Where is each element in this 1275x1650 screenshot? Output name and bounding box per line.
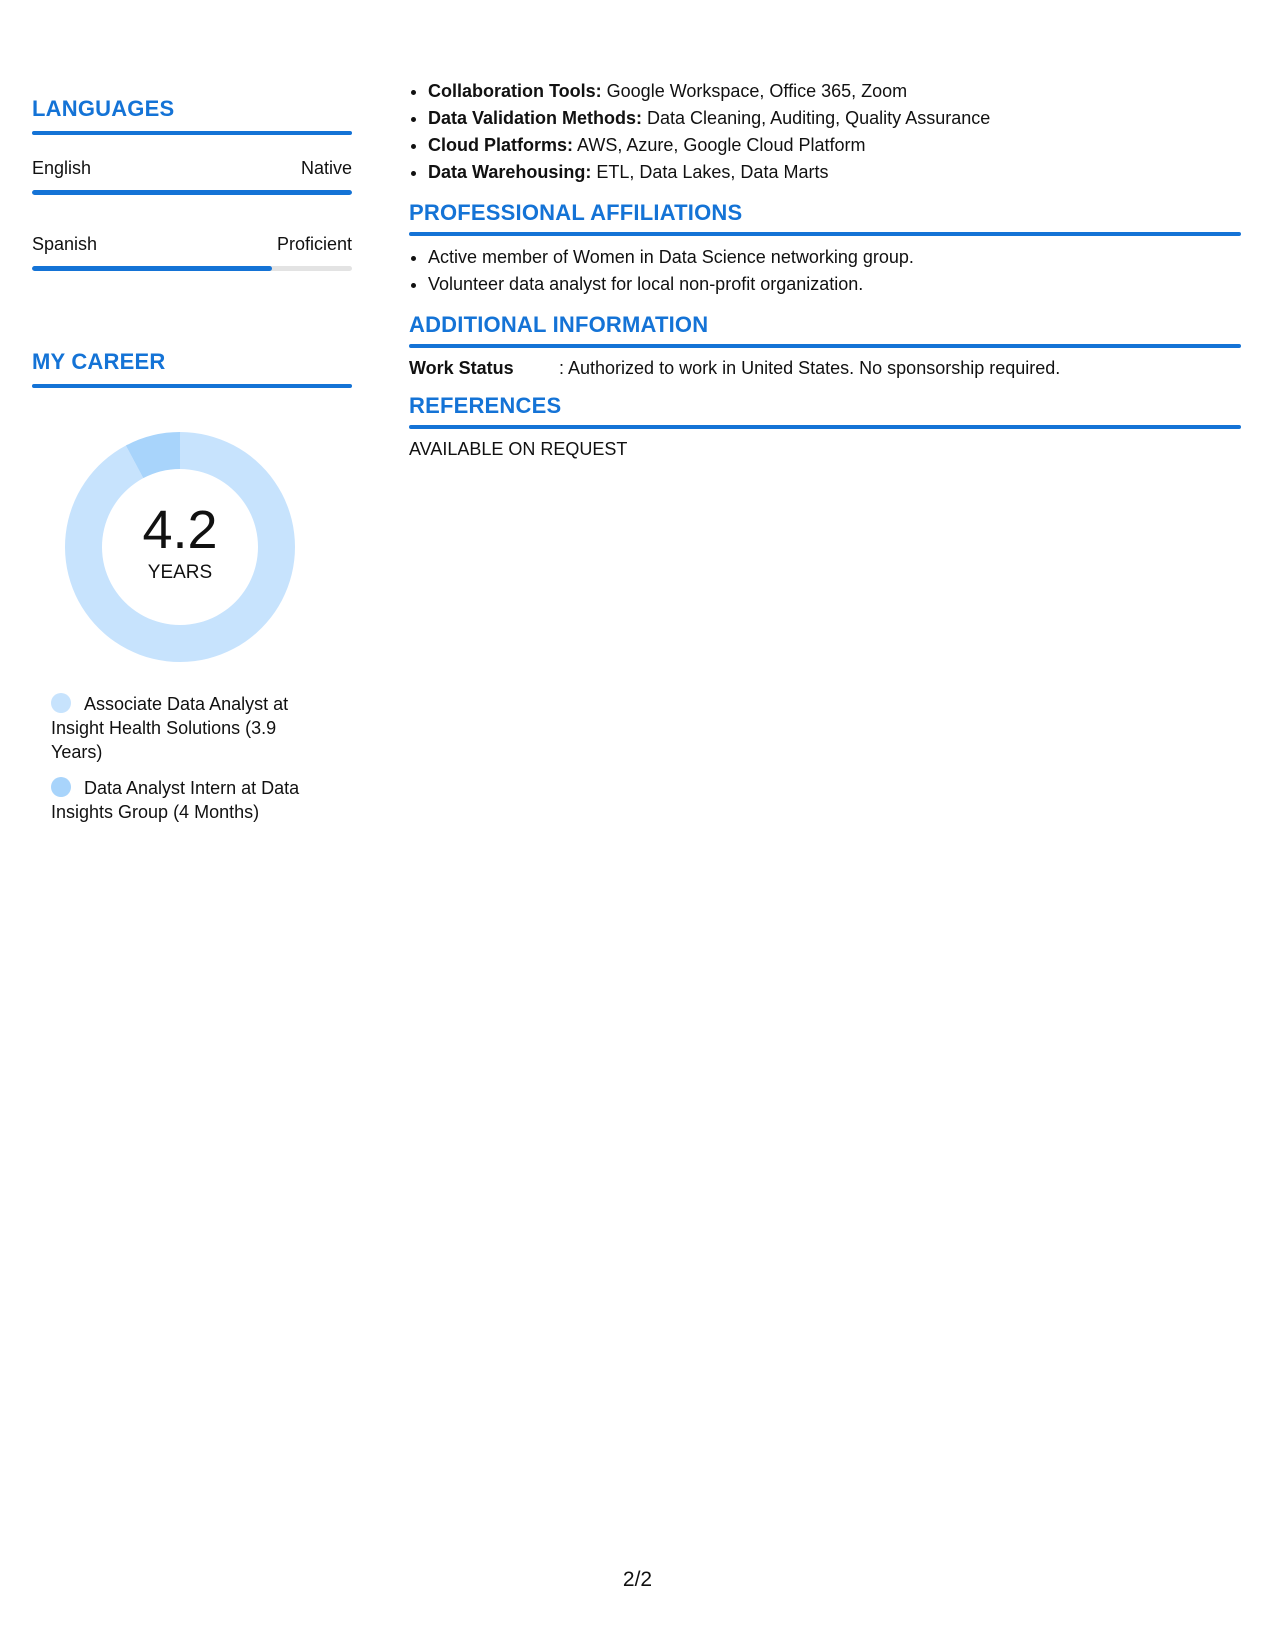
skill-item <box>428 78 1241 105</box>
references-text: AVAILABLE ON REQUEST <box>409 439 628 459</box>
affiliation-item: • Volunteer data analyst for local non-profit organization. <box>428 271 1241 298</box>
skill-item <box>428 105 1241 132</box>
right-column <box>409 78 1241 460</box>
language-level: Proficient <box>276 234 352 254</box>
references-divider <box>409 425 1241 429</box>
additional-info-heading: ADDITIONAL INFORMATION <box>409 312 709 337</box>
language-row <box>32 234 352 255</box>
legend-dot <box>51 693 71 713</box>
language-level: Native <box>300 158 352 178</box>
work-status-row <box>409 358 1241 379</box>
skill-text: Data Cleaning, Auditing, Quality Assurance <box>642 108 991 128</box>
languages-heading: LANGUAGES <box>32 96 175 121</box>
references-heading: REFERENCES <box>409 393 562 418</box>
skill-label: Data Validation Methods: <box>428 108 643 128</box>
skill-label: Data Warehousing: <box>428 162 592 182</box>
donut-center <box>65 502 295 584</box>
career-legend <box>32 692 316 824</box>
skill-label: Cloud Platforms: <box>428 135 574 155</box>
language-proficiency-bar <box>32 190 352 195</box>
language-name: English <box>32 158 92 178</box>
career-heading: MY CAREER <box>32 349 166 374</box>
career-legend-label: Associate Data Analyst at Insight Health Solutions (3.9 Years) <box>51 694 289 762</box>
career-donut-chart <box>65 432 295 662</box>
career-divider <box>32 384 352 388</box>
languages-divider <box>32 131 352 135</box>
skill-label: Collaboration Tools: <box>428 81 602 101</box>
affiliations-divider <box>409 232 1241 236</box>
skill-text: Google Workspace, Office 365, Zoom <box>601 81 908 101</box>
skill-text: ETL, Data Lakes, Data Marts <box>591 162 829 182</box>
language-proficiency-bar <box>32 266 352 271</box>
work-status-label: Work Status <box>409 358 514 378</box>
total-years-unit: YEARS <box>147 562 213 583</box>
legend-dot <box>51 777 71 797</box>
skill-item <box>428 159 1241 186</box>
additional-info-divider <box>409 344 1241 348</box>
affiliations-list <box>409 244 1241 298</box>
left-column <box>32 88 352 836</box>
work-status-value: : Authorized to work in United States. No sponsorship required. <box>559 358 1061 378</box>
career-legend-label: Data Analyst Intern at Data Insights Group (4 Months) <box>51 778 300 822</box>
affiliations-heading: PROFESSIONAL AFFILIATIONS <box>409 200 743 225</box>
skill-text: AWS, Azure, Google Cloud Platform <box>573 135 866 155</box>
career-legend-item <box>51 692 316 764</box>
skills-list <box>409 78 1241 186</box>
total-years-value: 4.2 <box>142 500 218 560</box>
affiliation-item: • Active member of Women in Data Science networking group. <box>428 244 1241 271</box>
page-number: 2/2 <box>622 1568 653 1591</box>
career-legend-item <box>51 776 316 824</box>
language-name: Spanish <box>32 234 98 254</box>
language-proficiency-fill <box>32 190 352 195</box>
language-row <box>32 158 352 179</box>
skill-item <box>428 132 1241 159</box>
language-proficiency-fill <box>32 266 272 271</box>
